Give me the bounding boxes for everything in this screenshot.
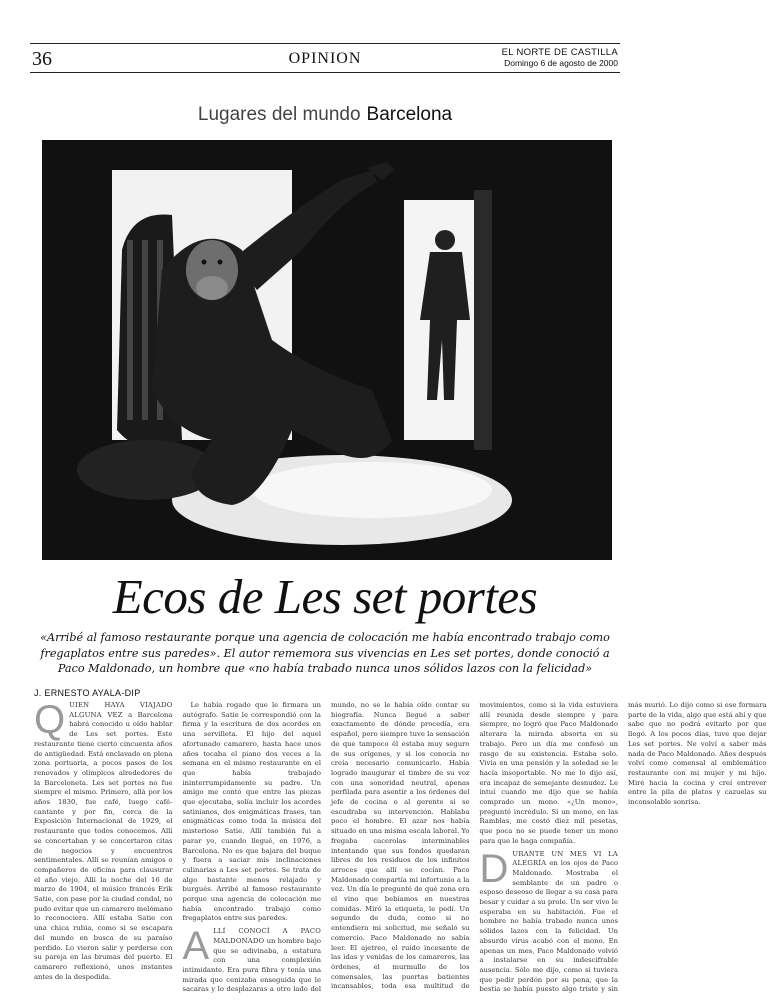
illustration [42,140,612,560]
drop-cap: Q [34,698,66,742]
illustration-signature: JOSÉ IBARROLA [452,546,538,557]
paragraph: Le había rogado que le firmara un autógrafo. Satie le correspondió con la firma y la escritura de dos acordes en una servilleta. El hijo del aquel afortunado camarero, hasta hace unos años tocaba el piano dos veces a la semana en el mismo restaurante en el que había trabajado ininterrumpidamente su padre. Un amigo me contó que entre las piezas que ejecutaba, solía incluir los acordes satinianos, dos enigmáticas frases, tan enigmáticas como toda la música del misterioso Satie. Allí también fui a parar yo, cuando llegué, en 1976, a Barcelona. No es que bajara del buque y fuera a saciar mis inclinaciones culinarias a Les set portes. Se trata de algo bastante menos relajado y burgués. Arribé al famoso restaurante porque una agencia de colocación me había encontrado trabajo como fregaplatos entre sus paredes. [182,701,321,923]
drop-cap: A [182,924,210,969]
lead-in: LLÍ CONOCÍ A PACO MALDONADO [213,927,321,945]
headline: Ecos de Les set portes [112,569,538,624]
lead-in: UIEN HAYA VIAJADO ALGUNA VEZ [69,701,173,719]
paragraph-text: un hombre bajo que se adivinaba, a estatura con una complexión intimidante. Era pura fibra y tenía una mirada que cenizaba enseguida que le sacaras y lo desplazaras a otro lado del mundo, no se le había oído contar su biografía. Nunca llegué a saber exactamente de dónde procedía, era español, pero siempre tuve la sensación de que tampoco él estaba muy seguro de sus orígenes, y si los conocía no creía necesario comunicarlo. Había logrado inaugurar el timbre de su voz con una sonoridad neutral, apenas perfilada para asentir a los órdenes del jefe de cocina o al gerente si se escudraba su intervención. Hablaba poco el hombre. El azar nos había situado en una misma escala laboral. Yo fregaba cacerolas interminables intentando que sus fondos quedaran libres de los residuos de los infinitos arroces que allí se cocían. Paco Maldonado compartía mi infortunio a la vez. Un día le pregunté de qué zona era el vino que bebíamos en nuestras comidas. Miró la etiqueta, le pedí. Un segundo de duda, como si no entendiera mi solicitud, me señaló su comercio. Paco Maldonado no sabía leer. El ajetreo, el ruido incesante de las idas y venidas de los camareros, las órdenes, el murmullo de los comensales, las puertas batientes incansables, toda esa multitud de movimientos, como si la vida estuviera allí reunida desde siempre y para siempre, no logró que Paco Maldonado alterara la mirada absorta en su trabajo. Pero un día me confesó un rasgo de su existencia. Estaba solo. Vivía en una pensión y la soledad se le hacía insoportable. No me lo dijo así, era incapaz de semejante desnudez. Le intuí cuando me dijo que se había comprado un mono. «¿Un mono», pregunté incrédulo. Sí un mono, en las Ramblas, me costó diez mil pesetas, que poca no se puede tener un mono para que le haga compañía. [182,701,618,994]
publication-date: Domingo 6 de agosto de 2000 [504,58,618,68]
paragraph-text: a Barcelona habrá conocido u oído hablar de Les set portes. Este restaurante tiene cierto cincuenta años de antigüedad. Está enclavado en plena zona portuaria, a pocos pasos de los renovados y olímpicos alrededores de la Barceloneta. Les set portes no fue siempre el mismo. Primero, allá por los años 1830, fue café, luego café-cantante y por fin, cerca de la Exposición Internacional de 1929, el restaurante que todos conocemos. Allí se concertaban y se concertaron citas de negocios y encuentros sentimentales. Allí se reunían amigos o compañeros de oficina para clausurar el año viejo. Allí la noche del 16 de marzo de 1904, el músico francés Erik Satie, con pase por la ciudad condal, no pudo evitar que un camarero melómano lo reconociera. Allí estaba Satie con una chica rubia, como si se escapara del mundo en busca de su paraíso perdido. Lo vieron salir y perderse con su pareja en las brumas del puerto. El camarero reflexionó, unos instantes antes de la despedida. [34,710,173,981]
paragraph-text: en los ojos de Paco Maldonado. Mostraba el semblante de un padre o esposo deseoso de llegar a su casa para besar y cuidar a su prole. Un ser vivo le esperaba en su habitación. Fue el hombre no había trabado nunca unos sólidos lazos con la felicidad. Un absurdo virus acabó con el mono. En apenas un mes, Paco Maldonado volvió a instalarse en su indescifrable ausencia. Sólo me dijo, como si tuviera que pedir perdón por su pena, que la bestia se había puesto algo triste y sin más murió. Lo dijo como si ese formara parte de la vida, algo que está ahí y que sabe que no podrá evitarlo por que llegó. A los pocos días, tuve que dejar Les set portes. Ne volví a saber más nada de Paco Maldonado. Años después volví como comensal al emblemático restaurante con mi mujer y mi hijo. Miré hacia la cocina y creí entrever entre la pila de platos y cazuelas su inconsolable sonrisa. [479,701,767,994]
lead-in: URANTE UN MES VI LA ALEGRÍA [512,849,618,868]
masthead-bottom-rule [30,72,620,73]
kicker-place: Barcelona [366,104,453,125]
article-body [34,698,767,997]
section-name: OPINION [288,50,362,67]
drop-cap: D [479,846,509,891]
kicker [0,104,650,126]
kicker-series: Lugares del mundo [197,104,361,125]
paragraph [34,698,173,982]
masthead-top-rule [30,43,620,44]
standfirst: «Arribé al famoso restaurante porque una agencia de colocación me había encontrado trabajo como fregaplatos entre sus paredes». El autor rememora sus vivencias en Les set portes, donde conoció a Paco Maldonado, un hombre que «no había trabado nunca unos sólidos lazos con la felicidad» [40,631,610,675]
publication-name: EL NORTE DE CASTILLA [501,47,618,58]
publication-info [502,47,618,69]
page-number: 36 [32,48,52,70]
byline: J. ERNESTO AYALA-DIP [34,688,141,698]
